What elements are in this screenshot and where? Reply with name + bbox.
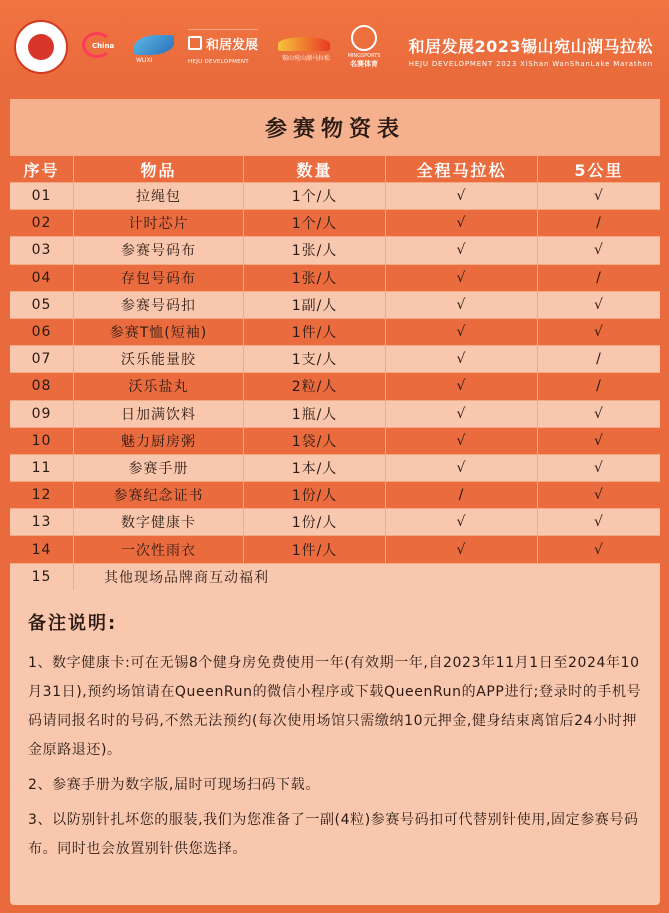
notes-title: 备注说明: [28,613,118,634]
row-5km-mark: / [596,351,602,368]
row-item: 计时芯片 [74,210,244,236]
heju-logo-row [188,29,258,56]
row-item: 数字健康卡 [74,509,244,535]
row-quantity: 1支/人 [244,346,386,372]
row-quantity: 1张/人 [244,265,386,291]
row-index: 02 [10,210,74,236]
row-index: 08 [10,373,74,399]
mingsports-logo-en: MINGSPORTS [347,53,381,59]
table-row [10,400,660,427]
heju-mark-icon [188,36,202,50]
wuxi-bird-logo [132,27,178,67]
row-item: 参赛纪念证书 [74,482,244,508]
heju-logo-sub: HEJU DEVELOPMENT [188,59,249,66]
row-index: 03 [10,237,74,263]
bird-wing-icon [134,35,174,55]
header-item: 物品 [74,156,244,182]
table-row [10,236,660,263]
note-item: 3、以防别针扎坏您的服装,我们为您准备了一副(4粒)参赛号码扣可代替别针使用,固定参赛号码布。同时也会放置别针供您选择。 [28,812,639,857]
mingsports-circle-icon [351,25,377,51]
row-index: 15 [10,564,74,590]
row-quantity: 1个/人 [244,210,386,236]
row-index: 06 [10,319,74,345]
china-logo-text: China [92,42,115,50]
row-full-marathon-mark: √ [386,237,538,263]
row-5km-mark: / [596,269,602,286]
row-item: 参赛号码布 [74,237,244,263]
row-index: 10 [10,428,74,454]
row-full-marathon-mark: √ [386,319,538,345]
header-5km: 5公里 [574,160,624,180]
event-title: 和居发展2023锡山宛山湖马拉松 [408,37,653,56]
row-quantity: 1份/人 [244,509,386,535]
header [0,0,669,86]
row-item: 一次性雨衣 [74,536,244,562]
header-quantity: 数量 [244,156,386,182]
table-row [10,291,660,318]
row-5km-mark: √ [594,514,604,531]
table-row [10,427,660,454]
row-quantity: 1张/人 [244,237,386,263]
row-item: 魅力厨房粥 [74,428,244,454]
supplies-card [10,99,660,905]
note-item: 1、数字健康卡:可在无锡8个健身房免费使用一年(有效期一年,自2023年11月1日至2024年10月31日),预约场馆请在QueenRun的微信小程序或下载QueenRun的APP进行;登录时的手机号码请同报名时的号码,不然无法预约(每次使用场馆只需缴纳10元押金,健身结束离馆后24小时押金原路退还)。 [28,655,642,758]
row-full-marathon-mark: √ [386,509,538,535]
seal-emblem-icon [28,34,54,60]
row-full-marathon-mark: √ [386,428,538,454]
row-item: 参赛T恤(短袖) [74,319,244,345]
row-5km-mark: √ [594,242,604,259]
row-index: 13 [10,509,74,535]
row-item: 存包号码布 [74,265,244,291]
row-index: 09 [10,401,74,427]
row-5km-mark: / [596,215,602,232]
wanshan-lake-marathon-logo [276,27,334,67]
row-item: 参赛手册 [74,455,244,481]
row-item: 拉绳包 [74,183,244,209]
row-5km-mark: √ [594,296,604,313]
row-quantity: 1副/人 [244,292,386,318]
row-index: 12 [10,482,74,508]
row-full-marathon-mark: √ [386,401,538,427]
row-quantity: 1袋/人 [244,428,386,454]
row-index: 01 [10,183,74,209]
row-full-marathon-mark: √ [386,183,538,209]
table-row [10,454,660,481]
row-full-marathon-mark: √ [386,210,538,236]
row-5km-mark: √ [594,432,604,449]
wanshan-logo-text: 锡山宛山湖马拉松 [282,55,331,62]
row-other-benefits: 其他现场品牌商互动福利 [104,569,269,586]
row-quantity: 1份/人 [244,482,386,508]
mingsports-logo [344,23,384,71]
notes-section [28,609,648,870]
row-full-marathon-mark: √ [386,346,538,372]
row-quantity: 1个/人 [244,183,386,209]
row-item: 沃乐能量胶 [74,346,244,372]
row-quantity: 1件/人 [244,536,386,562]
header-index: 序号 [10,156,74,182]
row-index: 07 [10,346,74,372]
row-item: 日加满饮料 [74,401,244,427]
row-full-marathon-mark: √ [386,292,538,318]
row-5km-mark: √ [594,541,604,558]
heju-logo-name: 和居发展 [206,37,259,53]
event-title-block [408,34,653,68]
china-athletics-logo [78,26,122,68]
row-full-marathon-mark: √ [386,373,538,399]
row-5km-mark: √ [594,188,604,205]
table-row [10,182,660,209]
row-item: 参赛号码扣 [74,292,244,318]
sponsor-logos [14,20,384,74]
row-full-marathon-mark: / [386,482,538,508]
table-row [10,508,660,535]
row-5km-mark: √ [594,405,604,422]
table-row [10,563,660,590]
row-index: 04 [10,265,74,291]
table-row [10,535,660,562]
athletics-association-seal-logo [14,20,68,74]
supplies-table [10,155,660,590]
row-quantity: 1件/人 [244,319,386,345]
note-item: 2、参赛手册为数字版,届时可现场扫码下载。 [28,777,320,793]
row-full-marathon-mark: √ [386,536,538,562]
table-row [10,318,660,345]
marathon-swoosh-icon [278,37,330,51]
table-row [10,481,660,508]
event-subtitle: HEJU DEVELOPMENT 2023 XiShan WanShanLake Marathon [408,60,653,68]
row-item: 沃乐盐丸 [74,373,244,399]
table-header-row [10,155,660,182]
table-row [10,209,660,236]
row-full-marathon-mark: √ [386,455,538,481]
mingsports-logo-cn: 名赛体育 [350,60,378,68]
row-quantity: 2粒/人 [244,373,386,399]
header-full-marathon: 全程马拉松 [386,156,538,182]
row-quantity: 1瓶/人 [244,401,386,427]
table-row [10,264,660,291]
row-index: 05 [10,292,74,318]
row-index: 11 [10,455,74,481]
row-5km-mark: √ [594,487,604,504]
table-row [10,372,660,399]
row-full-marathon-mark: √ [386,265,538,291]
row-5km-mark: / [596,378,602,395]
row-quantity: 1本/人 [244,455,386,481]
row-index: 14 [10,536,74,562]
card-title: 参赛物资表 [10,99,660,155]
row-5km-mark: √ [594,324,604,341]
wuxi-logo-text: WUXI [136,57,153,64]
table-row [10,345,660,372]
row-5km-mark: √ [594,459,604,476]
heju-development-logo [188,27,266,67]
